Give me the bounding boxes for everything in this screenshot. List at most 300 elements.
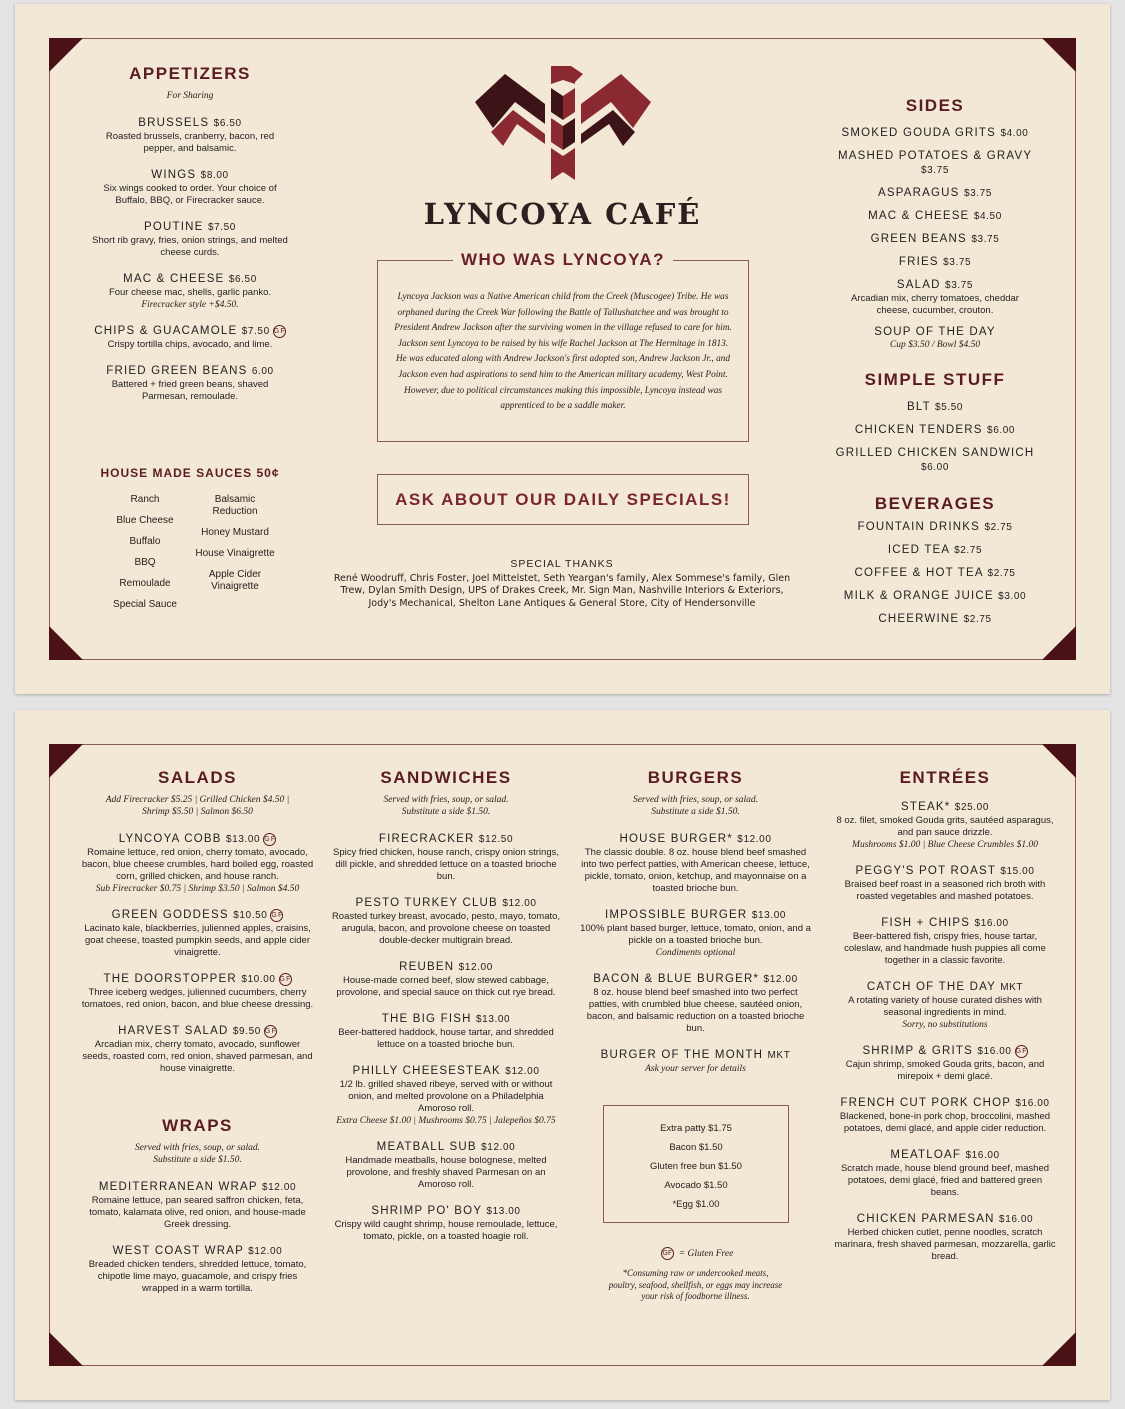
- item-name-line: [90, 168, 290, 183]
- menu-item: [90, 324, 290, 351]
- menu-list: [835, 126, 1035, 351]
- menu-item: [578, 1048, 813, 1075]
- item-price: $13.00: [476, 1014, 511, 1025]
- item-name-line: [835, 543, 1035, 558]
- section-title: SIDES: [905, 96, 965, 115]
- item-name-line: [835, 149, 1035, 178]
- item-description: Crispy wild caught shrimp, house remoulade, lettuce, tomato, pickle, on a toasted hoagie roll.: [334, 1219, 558, 1242]
- item-name-line: [80, 1024, 315, 1039]
- item-name-line: [578, 1048, 813, 1063]
- item-description: A rotating variety of house curated dishes with seasonal ingredients in mind.: [848, 995, 1042, 1018]
- item-price: $16.00: [999, 1214, 1034, 1225]
- item-price: $6.00: [920, 462, 950, 473]
- item-name-line: [835, 278, 1035, 293]
- item-name: IMPOSSIBLE BURGER: [604, 909, 748, 921]
- item-price: $16.00: [974, 918, 1009, 929]
- menu-item: [331, 1012, 561, 1051]
- item-description: Crispy tortilla chips, avocado, and lime.: [107, 339, 273, 350]
- item-name-line: [835, 186, 1035, 201]
- gluten-free-icon: GF: [270, 909, 283, 922]
- item-note: Sorry, no substitutions: [902, 1020, 988, 1030]
- item-price: $9.50: [232, 1026, 261, 1037]
- item-description: Arcadian mix, cherry tomato, avocado, sunflower seeds, roasted corn, red onion, shaved parmesan, and house vinaigrette.: [82, 1039, 313, 1074]
- menu-item: [835, 400, 1035, 415]
- section-note: Served with fries, soup, or salad. Substitute a side $1.50.: [383, 795, 509, 817]
- item-description: Blackened, bone-in pork chop, broccolini, mashed potatoes, demi glacé, and apple cider reduction.: [839, 1111, 1051, 1134]
- item-description: Four cheese mac, shells, garlic panko.: [108, 287, 272, 298]
- sauce-item: Balsamic Reduction: [212, 494, 258, 517]
- item-name: WEST COAST WRAP: [112, 1245, 244, 1257]
- item-name: THE BIG FISH: [381, 1013, 472, 1025]
- item-name: HOUSE BURGER*: [619, 833, 733, 845]
- item-price: $12.00: [481, 1142, 516, 1153]
- menu-item: [835, 232, 1035, 247]
- item-name-line: [835, 209, 1035, 224]
- item-description: 1/2 lb. grilled shaved ribeye, served with or without onion, and melted provolone on a Philadelphia Amoroso roll.: [339, 1079, 553, 1114]
- item-name-line: [835, 423, 1035, 438]
- item-name: FRIED GREEN BEANS: [106, 365, 248, 377]
- thunderbird-logo: [473, 62, 653, 182]
- item-name: GREEN GODDESS: [111, 909, 229, 921]
- item-name-line: [80, 1180, 315, 1195]
- menu-item: [80, 908, 315, 959]
- menu-item: [331, 896, 561, 947]
- item-price: $2.75: [987, 568, 1016, 579]
- menu-item: [833, 980, 1057, 1031]
- addon-item: Gluten free bun $1.50: [650, 1161, 742, 1172]
- menu-item: [833, 916, 1057, 967]
- item-name: CHICKEN TENDERS: [854, 424, 983, 436]
- menu-item: [833, 1212, 1057, 1263]
- item-name: MAC & CHEESE: [123, 273, 225, 285]
- menu-list: [835, 400, 1035, 475]
- item-name-line: [835, 255, 1035, 270]
- corner-ornament: [49, 38, 83, 72]
- item-name: SOUP OF THE DAY: [874, 326, 996, 338]
- item-description: Braised beef roast in a seasoned rich broth with roasted vegetables and mashed potatoes.: [844, 879, 1046, 902]
- item-price: 6.00: [251, 366, 274, 377]
- item-name-line: [835, 589, 1035, 604]
- item-price: $6.50: [213, 118, 242, 129]
- item-note: Extra Cheese $1.00 | Mushrooms $0.75 | Jalepeños $0.75: [336, 1116, 556, 1126]
- section-title: SANDWICHES: [380, 768, 512, 787]
- menu-item: [835, 255, 1035, 270]
- item-name: FRENCH CUT PORK CHOP: [840, 1097, 1011, 1109]
- item-name: ICED TEA: [887, 544, 950, 556]
- menu-item: [835, 278, 1035, 317]
- item-note: Mushrooms $1.00 | Blue Cheese Crumbles $1.00: [852, 840, 1038, 850]
- item-name: PEGGY'S POT ROAST: [855, 865, 996, 877]
- item-price: $3.75: [945, 280, 974, 291]
- menu-item: [578, 908, 813, 959]
- item-name: PESTO TURKEY CLUB: [355, 897, 498, 909]
- wraps-section: [80, 1116, 315, 1308]
- item-name-line: [578, 832, 813, 847]
- sauce-item: Remoulade: [119, 578, 171, 589]
- menu-item: [833, 1096, 1057, 1135]
- item-description: Short rib gravy, fries, onion strings, and melted cheese curds.: [92, 235, 288, 258]
- gluten-free-icon: GF: [264, 1025, 277, 1038]
- item-name: SALAD: [896, 279, 941, 291]
- corner-ornament: [1042, 626, 1076, 660]
- item-price: $4.50: [973, 211, 1002, 222]
- item-name: PHILLY CHEESESTEAK: [352, 1065, 501, 1077]
- special-thanks: [327, 558, 797, 610]
- sides-section: [835, 96, 1035, 359]
- section-note: Served with fries, soup, or salad. Substitute a side $1.50.: [632, 795, 759, 817]
- menu-item: [331, 1204, 561, 1243]
- addon-item: Extra patty $1.75: [660, 1123, 732, 1134]
- item-name-line: [331, 1204, 561, 1219]
- item-price: $2.75: [954, 545, 983, 556]
- item-name: CATCH OF THE DAY: [866, 981, 996, 993]
- item-name: MEATLOAF: [890, 1149, 962, 1161]
- item-name: POUTINE: [144, 221, 204, 233]
- item-name: FOUNTAIN DRINKS: [857, 521, 981, 533]
- addon-item: Bacon $1.50: [669, 1142, 723, 1153]
- appetizers-section: [90, 64, 290, 416]
- item-note: Ask your server for details: [645, 1064, 746, 1074]
- item-price: $13.00: [226, 834, 261, 845]
- section-title: BURGERS: [647, 768, 744, 787]
- item-name-line: [835, 612, 1035, 627]
- menu-item: [80, 1024, 315, 1075]
- menu-item: [835, 325, 1035, 351]
- item-name: WINGS: [151, 169, 197, 181]
- item-price: $25.00: [954, 802, 989, 813]
- item-price: MKT: [1000, 982, 1024, 993]
- sauce-item: Buffalo: [129, 536, 161, 547]
- menu-item: [835, 149, 1035, 178]
- item-description: Three iceberg wedges, julienned cucumbers, cherry tomatoes, red onion, bacon, and blue cheese dressing.: [81, 987, 314, 1010]
- item-name-line: [331, 1064, 561, 1079]
- item-description: Romaine lettuce, red onion, cherry tomato, avocado, bacon, blue cheese crumbles, hard boiled egg, roasted corn, grilled chicken, and house ranch.: [81, 847, 314, 882]
- item-price: $3.75: [920, 165, 950, 176]
- menu-item: [578, 832, 813, 895]
- item-price: $13.00: [751, 910, 787, 921]
- item-price: $3.00: [998, 591, 1027, 602]
- item-name-line: [833, 1096, 1057, 1111]
- item-name-line: [833, 864, 1057, 879]
- menu-item: [835, 423, 1035, 438]
- item-price: $12.00: [458, 962, 493, 973]
- menu-item: [835, 589, 1035, 604]
- item-name-line: [331, 1140, 561, 1155]
- item-price: $12.00: [763, 974, 798, 985]
- item-name-line: [833, 1044, 1057, 1059]
- item-description: Handmade meatballs, house bolognese, melted provolone, and freshly shaved Parmesan on an Amoroso roll.: [345, 1155, 547, 1190]
- legend-text: = Gluten Free: [678, 1249, 734, 1259]
- menu-item: [331, 960, 561, 999]
- item-name-line: [90, 272, 290, 287]
- item-name: GREEN BEANS: [870, 233, 967, 245]
- item-price: $15.00: [1000, 866, 1035, 877]
- section-title: SALADS: [158, 768, 237, 787]
- item-note: Condiments optional: [655, 948, 736, 958]
- section-title: BEVERAGES: [874, 494, 996, 513]
- who-title: WHO WAS LYNCOYA?: [453, 250, 673, 269]
- item-price: $8.00: [200, 170, 229, 181]
- menu-item: [331, 1064, 561, 1127]
- item-price: MKT: [767, 1050, 791, 1061]
- menu-item: [833, 1044, 1057, 1083]
- menu-list: [331, 832, 561, 1243]
- item-name: SHRIMP PO' BOY: [371, 1205, 482, 1217]
- entrees-section: [833, 768, 1057, 1276]
- menu-list: [835, 520, 1035, 627]
- item-name: REUBEN: [399, 961, 455, 973]
- daily-specials-banner: ASK ABOUT OUR DAILY SPECIALS!: [377, 474, 749, 525]
- item-price: $16.00: [1015, 1098, 1050, 1109]
- cafe-name: LYNCOYA CAFÉ: [423, 197, 702, 231]
- sauces-list-right: [195, 494, 275, 602]
- item-name-line: [833, 1148, 1057, 1163]
- item-name: BACON & BLUE BURGER*: [593, 973, 760, 985]
- item-price: $7.50: [241, 326, 270, 337]
- corner-ornament: [49, 626, 83, 660]
- section-title: WRAPS: [162, 1116, 233, 1135]
- item-name-line: [90, 324, 290, 339]
- item-name-line: [80, 832, 315, 847]
- item-description: Lacinato kale, blackberries, julienned apples, craisins, goat cheese, toasted pumpkin seeds, and apple cider vinaigrette.: [84, 923, 311, 958]
- who-was-lyncoya-box: [377, 250, 749, 442]
- item-name: SHRIMP & GRITS: [862, 1045, 973, 1057]
- item-name: CHEERWINE: [878, 613, 960, 625]
- menu-list: [80, 1180, 315, 1295]
- menu-page-front: [15, 4, 1110, 694]
- item-price: $4.00: [1000, 128, 1029, 139]
- item-price: $3.75: [943, 257, 972, 268]
- menu-item: [90, 116, 290, 155]
- item-name-line: [90, 116, 290, 131]
- sauce-item: Special Sauce: [113, 599, 177, 610]
- item-name-line: [835, 126, 1035, 141]
- item-name: FISH + CHIPS: [881, 917, 971, 929]
- menu-item: [835, 446, 1035, 475]
- item-name-line: [835, 446, 1035, 475]
- menu-item: [835, 186, 1035, 201]
- menu-item: [835, 126, 1035, 141]
- item-description: Arcadian mix, cherry tomatoes, cheddar cheese, cucumber, crouton.: [851, 293, 1019, 316]
- item-name-line: [90, 364, 290, 379]
- who-text: Lyncoya Jackson was a Native American child from the Creek (Muscogee) Tribe. He was orphaned during the Creek War following the Battle of Tallushatchee and was brought to President Andrew Jackson after the surviving women in the village refused to care for him. Jackson sent Lyncoya to be raised by his wife Rachel Jackson at The Hermitage in 1813. He was educated along with Andrew Jackson's first adopted son, Andrew Jackson Jr., and Jackson even had aspirations to send him to the American military academy, West Point. However, due to political circumstances making this impossible, Lyncoya instead was apprenticed to be a saddle maker.: [394, 292, 732, 412]
- item-name-line: [331, 960, 561, 975]
- sauce-item: House Vinaigrette: [195, 548, 275, 559]
- item-description: The classic double. 8 oz. house blend beef smashed into two perfect patties, with American cheese, lettuce, pickle, tomato, onion, ketchup, and mayonnaise on a toasted brioche bun.: [581, 847, 810, 894]
- menu-item: [835, 520, 1035, 535]
- corner-ornament: [1042, 1332, 1076, 1366]
- menu-item: [80, 1180, 315, 1231]
- menu-item: [835, 209, 1035, 224]
- sauces-list-left: [105, 494, 185, 620]
- item-name: SMOKED GOUDA GRITS: [841, 127, 997, 139]
- menu-item: [833, 1148, 1057, 1199]
- item-price: $12.50: [478, 834, 514, 845]
- item-description: 8 oz. house blend beef smashed into two perfect patties, with crumbled blue cheese, sautéed onion, bacon, and balsamic reduction on a toasted brioche bun.: [586, 987, 805, 1034]
- item-price: $12.00: [505, 1066, 540, 1077]
- item-price: $5.50: [935, 402, 964, 413]
- item-price: $2.75: [984, 522, 1013, 533]
- item-note: Firecracker style +$4.50.: [141, 300, 239, 310]
- menu-item: [90, 272, 290, 311]
- menu-item: [835, 543, 1035, 558]
- sandwiches-section: [331, 768, 561, 1256]
- menu-list: [80, 832, 315, 1075]
- section-note: Add Firecracker $5.25 | Grilled Chicken $4.50 | Shrimp $5.50 | Salmon $6.50: [105, 795, 290, 817]
- item-name: LYNCOYA COBB: [118, 833, 222, 845]
- item-name: FRIES: [898, 256, 939, 268]
- sauces-section: [90, 466, 290, 480]
- corner-ornament: [49, 1332, 83, 1366]
- item-name-line: [80, 1244, 315, 1259]
- gluten-free-icon: GF: [273, 325, 286, 338]
- item-description: Roasted brussels, cranberry, bacon, red pepper, and balsamic.: [105, 131, 275, 154]
- burgers-section: [578, 768, 813, 1088]
- gluten-free-icon: GF: [1015, 1045, 1028, 1058]
- menu-item: [331, 1140, 561, 1191]
- item-name-line: [331, 896, 561, 911]
- menu-item: [833, 800, 1057, 851]
- item-price: $12.00: [248, 1246, 283, 1257]
- item-price: $12.00: [502, 898, 537, 909]
- menu-page-back: [15, 710, 1110, 1400]
- item-price: $2.75: [963, 614, 992, 625]
- item-note: Sub Firecracker $0.75 | Shrimp $3.50 | Salmon $4.50: [95, 884, 300, 894]
- menu-item: [331, 832, 561, 883]
- menu-item: [80, 972, 315, 1011]
- sauce-item: Apple Cider Vinaigrette: [208, 569, 262, 592]
- item-name-line: [833, 800, 1057, 815]
- gluten-free-icon: GF: [661, 1247, 674, 1260]
- item-price: $3.75: [963, 188, 992, 199]
- item-description: Six wings cooked to order. Your choice of Buffalo, BBQ, or Firecracker sauce.: [103, 183, 277, 206]
- item-price: $16.00: [977, 1046, 1012, 1057]
- item-name: MASHED POTATOES & GRAVY: [838, 150, 1032, 162]
- sauces-title: HOUSE MADE SAUCES 50¢: [100, 466, 280, 480]
- section-title: ENTRÉES: [899, 768, 991, 787]
- menu-item: [835, 612, 1035, 627]
- item-name: MEATBALL SUB: [376, 1141, 477, 1153]
- thanks-title: SPECIAL THANKS: [510, 558, 614, 570]
- gluten-free-legend: [578, 1241, 813, 1260]
- item-name-line: [833, 916, 1057, 931]
- section-title: SIMPLE STUFF: [864, 370, 1006, 389]
- item-name-line: [578, 972, 813, 987]
- gluten-free-icon: GF: [279, 973, 292, 986]
- item-price: $6.50: [228, 274, 257, 285]
- item-name-line: [833, 980, 1057, 995]
- menu-list: [833, 800, 1057, 1263]
- item-price: $16.00: [965, 1150, 1000, 1161]
- item-description: House-made corned beef, slow stewed cabbage, provolone, and special sauce on thick cut rye bread.: [336, 975, 556, 998]
- item-name-line: [835, 520, 1035, 535]
- gluten-free-icon: GF: [263, 833, 276, 846]
- item-name: BURGER OF THE MONTH: [600, 1049, 764, 1061]
- burger-addons-box: [603, 1105, 789, 1223]
- item-price: $10.50: [233, 910, 268, 921]
- item-description: Battered + fried green beans, shaved Parmesan, remoulade.: [111, 379, 269, 402]
- item-name-line: [578, 908, 813, 923]
- menu-item: [578, 972, 813, 1035]
- thanks-text: René Woodruff, Chris Foster, Joel Mittelstet, Seth Yeargan's family, Alex Sommese's family, Glen Trew, Dylan Smith Design, UPS of Drakes Creek, Mr. Sign Man, Nashville Interiors & Exteriors, Jody's Mechanical, Shelton Lane Antiques & General Store, City of Hendersonville: [333, 572, 791, 609]
- item-name: HARVEST SALAD: [118, 1025, 229, 1037]
- item-name-line: [835, 566, 1035, 581]
- item-note: Cup $3.50 / Bowl $4.50: [889, 340, 981, 350]
- menu-list: [90, 116, 290, 403]
- corner-ornament: [49, 744, 83, 778]
- item-name-line: [835, 325, 1035, 339]
- item-name: THE DOORSTOPPER: [103, 973, 237, 985]
- item-description: 100% plant based burger, lettuce, tomato, onion, and a pickle on a toasted brioche bun.: [580, 923, 811, 946]
- item-name: ASPARAGUS: [878, 187, 960, 199]
- menu-item: [835, 566, 1035, 581]
- item-name: GRILLED CHICKEN SANDWICH: [835, 447, 1035, 459]
- menu-list: [578, 832, 813, 1075]
- corner-ornament: [1042, 38, 1076, 72]
- menu-item: [80, 832, 315, 895]
- item-price: $7.50: [207, 222, 236, 233]
- simple-stuff-section: [835, 370, 1035, 483]
- item-name: CHICKEN PARMESAN: [856, 1213, 995, 1225]
- menu-item: [833, 864, 1057, 903]
- item-description: Romaine lettuce, pan seared saffron chicken, feta, tomato, kalamata olive, red onion, and house-made Greek dressing.: [89, 1195, 306, 1230]
- addon-item: Avocado $1.50: [664, 1180, 728, 1191]
- menu-item: [80, 1244, 315, 1295]
- item-price: $12.00: [737, 834, 772, 845]
- item-name: COFFEE & HOT TEA: [854, 567, 984, 579]
- item-price: $12.00: [261, 1182, 297, 1193]
- salads-section: [80, 768, 315, 1088]
- item-name: FIRECRACKER: [378, 833, 475, 845]
- section-title: APPETIZERS: [129, 64, 251, 83]
- item-description: Spicy fried chicken, house ranch, crispy onion strings, dill pickle, and shredded lettuce on a toasted brioche bun.: [333, 847, 559, 882]
- section-note: For Sharing: [166, 91, 214, 101]
- item-name: BRUSSELS: [138, 117, 210, 129]
- addon-item: *Egg $1.00: [672, 1199, 720, 1210]
- item-name-line: [80, 908, 315, 923]
- item-price: $10.00: [241, 974, 276, 985]
- item-description: Beer-battered fish, crispy fries, house tartar, coleslaw, and handmade hush puppies all come together in a classic favorite.: [844, 931, 1046, 966]
- item-name: CHIPS & GUACAMOLE: [94, 325, 238, 337]
- item-name-line: [331, 832, 561, 847]
- item-name: MEDITERRANEAN WRAP: [98, 1181, 258, 1193]
- item-description: Breaded chicken tenders, shredded lettuce, tomato, chipotle lime mayo, guacamole, and crispy fries wrapped in a warm tortilla.: [88, 1259, 307, 1294]
- item-name-line: [835, 232, 1035, 247]
- item-description: Cajun shrimp, smoked Gouda grits, bacon, and mirepoix + demi glacé.: [845, 1059, 1045, 1082]
- sauce-item: Honey Mustard: [201, 527, 269, 538]
- sauce-item: BBQ: [134, 557, 156, 568]
- beverages-section: [835, 494, 1035, 635]
- item-name: BLT: [906, 401, 931, 413]
- menu-item: [90, 364, 290, 403]
- item-description: Herbed chicken cutlet, penne noodles, scratch marinara, fresh shaved parmesan, mozzarella, garlic bread.: [834, 1227, 1056, 1262]
- item-price: $6.00: [987, 425, 1016, 436]
- item-price: $13.00: [486, 1206, 521, 1217]
- item-name-line: [80, 972, 315, 987]
- item-name-line: [331, 1012, 561, 1027]
- item-price: $3.75: [971, 234, 1000, 245]
- item-description: Beer-battered haddock, house tartar, and shredded lettuce on a toasted brioche bun.: [338, 1027, 554, 1050]
- food-safety-disclaimer: *Consuming raw or undercooked meats, poultry, seafood, shellfish, or eggs may increase your risk of foodborne illness.: [608, 1268, 783, 1301]
- section-note: Served with fries, soup, or salad. Substitute a side $1.50.: [134, 1143, 261, 1165]
- item-description: Scratch made, house blend ground beef, mashed potatoes, demi glacé, fried and battered green beans.: [840, 1163, 1050, 1198]
- sauce-item: Blue Cheese: [116, 515, 174, 526]
- item-description: Roasted turkey breast, avocado, pesto, mayo, tomato, arugula, bacon, and provolone cheese on toasted double-decker multigrain bread.: [331, 911, 561, 946]
- item-description: 8 oz. filet, smoked Gouda grits, sautéed asparagus, and pan sauce drizzle.: [836, 815, 1054, 838]
- item-name: STEAK*: [901, 801, 951, 813]
- item-name-line: [835, 400, 1035, 415]
- item-name: MILK & ORANGE JUICE: [843, 590, 994, 602]
